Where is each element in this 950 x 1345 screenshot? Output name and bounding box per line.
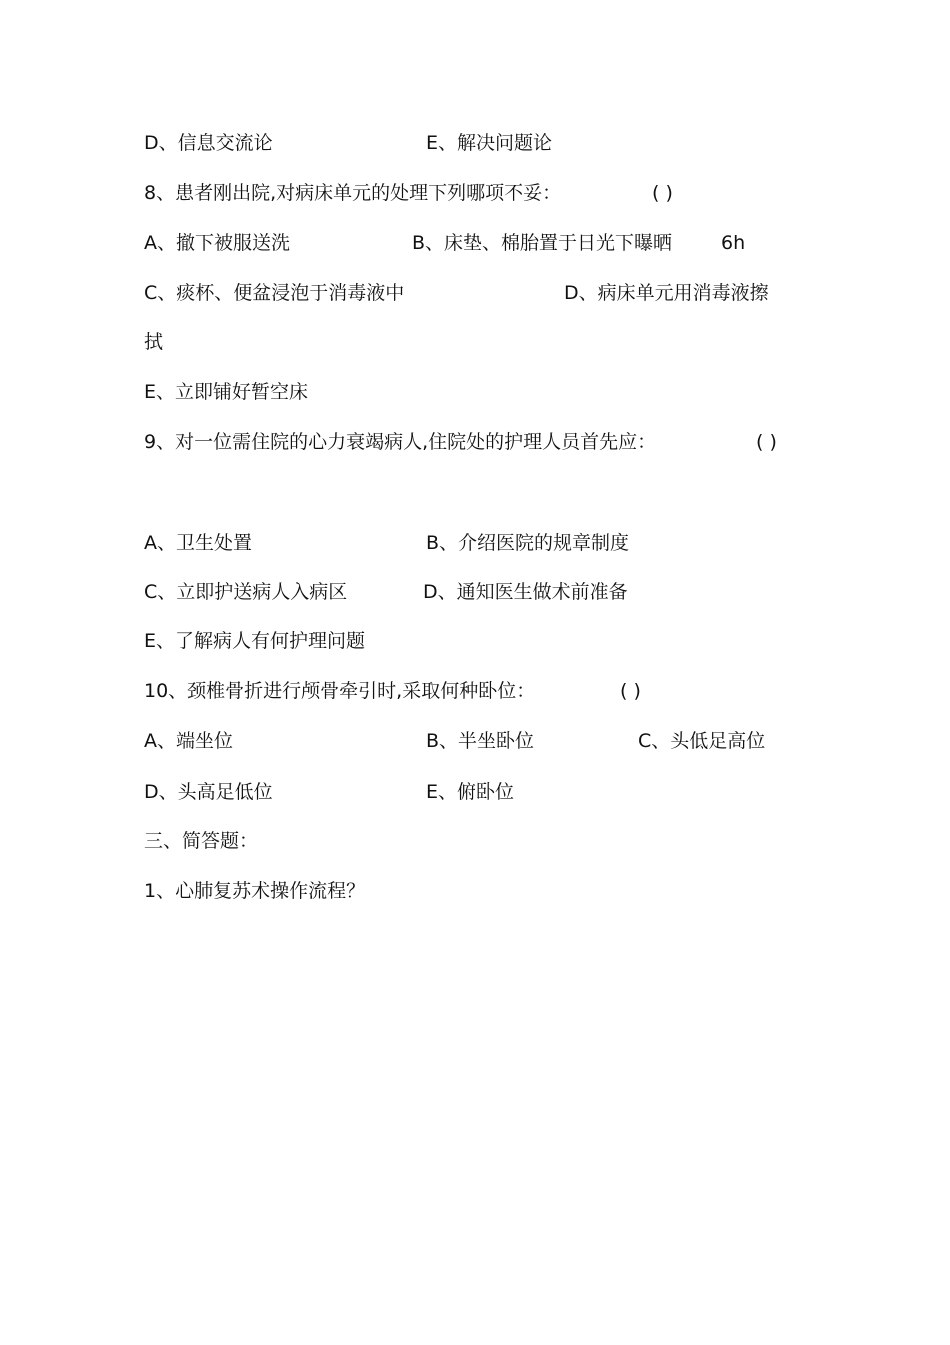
q9-option-d: D、通知医生做术前准备: [423, 581, 628, 603]
q8-option-c: C、痰杯、便盆浸泡于消毒液中: [144, 282, 405, 304]
q8-answer-paren: ( ): [652, 182, 673, 204]
q10-option-e: E、俯卧位: [426, 781, 515, 803]
q9-stem: 9、对一位需住院的心力衰竭病人,住院处的护理人员首先应：: [144, 431, 657, 453]
q10-option-c: C、头低足高位: [638, 730, 766, 752]
q10-option-a: A、端坐位: [144, 730, 233, 752]
q9-option-c: C、立即护送病人入病区: [144, 581, 348, 603]
section3-title: 三、简答题：: [144, 830, 259, 852]
q9-option-b: B、介绍医院的规章制度: [426, 532, 630, 554]
q8-stem: 8、患者刚出院,对病床单元的处理下列哪项不妥：: [144, 182, 562, 204]
section3-q1: 1、心肺复苏术操作流程？: [144, 880, 366, 902]
q8-option-e: E、立即铺好暂空床: [144, 381, 309, 403]
q8-option-d: D、病床单元用消毒液擦: [564, 282, 769, 304]
q10-option-b: B、半坐卧位: [426, 730, 535, 752]
q8-option-d-continuation: 拭: [144, 331, 164, 353]
q9-option-e: E、了解病人有何护理问题: [144, 630, 366, 652]
q7-option-e: E、解决问题论: [426, 132, 553, 154]
q10-answer-paren: ( ): [620, 680, 641, 702]
q7-option-d: D、信息交流论: [144, 132, 273, 154]
q8-option-b: B、床垫、棉胎置于日光下曝晒: [412, 232, 673, 254]
q10-stem: 10、颈椎骨折进行颅骨牵引时,采取何种卧位：: [144, 680, 536, 702]
q8-option-a: A、撤下被服送洗: [144, 232, 290, 254]
q10-option-d: D、头高足低位: [144, 781, 273, 803]
q8-option-b-suffix: 6h: [721, 232, 746, 254]
q9-answer-paren: ( ): [756, 431, 777, 453]
q9-option-a: A、卫生处置: [144, 532, 252, 554]
